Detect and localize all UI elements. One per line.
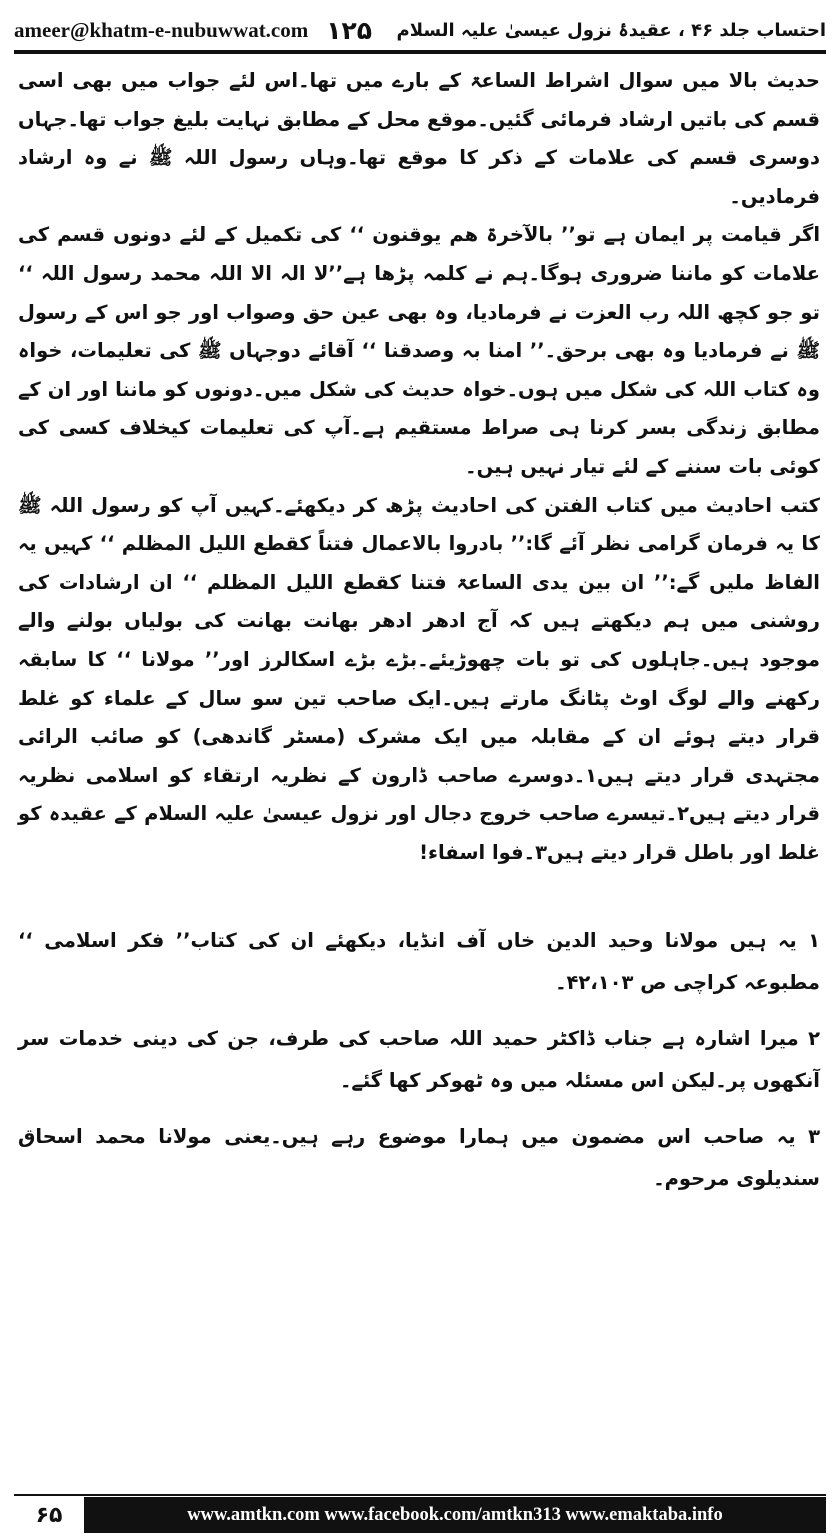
header-book-title: احتساب جلد ۴۶ ، عقیدۂ نزول عیسیٰ علیہ السلام bbox=[396, 19, 826, 41]
footnote-3: ۳ یہ صاحب اس مضمون میں ہمارا موضوع رہے ہیں۔یعنی مولانا محمد اسحاق سندیلوی مرحوم۔ bbox=[18, 1125, 820, 1191]
footnote-1: ۱ یہ ہیں مولانا وحید الدین خاں آف انڈیا، دیکھئے ان کی کتاب’’ فکر اسلامی ‘‘ مطبوعہ کراچی ص ۴۲،۱۰۳۔ bbox=[18, 929, 820, 995]
page-body bbox=[18, 62, 820, 1214]
footer-page-number: ۶۵ bbox=[35, 1502, 63, 1528]
header-left bbox=[14, 16, 372, 45]
section-gap bbox=[18, 872, 820, 910]
footnote-2: ۲ میرا اشارہ ہے جناب ڈاکٹر حمید اللہ صاحب کی طرف، جن کی دینی خدمات سر آنکھوں پر۔لیکن اس مسئلہ میں وہ ٹھوکر کھا گئے۔ bbox=[18, 1027, 820, 1093]
header-page-number: ۱۲۵ bbox=[326, 15, 373, 45]
paragraph-2: اگر قیامت پر ایمان ہے تو’’ بالآخرۃ ھم یوقنون ‘‘ کی تکمیل کے لئے دونوں قسم کی علامات کو ماننا ضروری ہوگا۔ہم نے کلمہ پڑھا ہے’’لا الہ الا اللہ محمد رسول اللہ ‘‘ تو جو کچھ اللہ رب العزت نے فرمادیا، وہ بھی عین حق وصواب اور جو اس کے رسول ﷺ نے فرمادیا وہ بھی برحق۔’’ امنا بہ وصدقنا ‘‘ آقائے دوجہاں ﷺ کی تعلیمات، خواہ وہ کتاب اللہ کی شکل میں ہوں۔خواہ حدیث کی شکل میں۔دونوں کو ماننا اور ان کے مطابق زندگی بسر کرنا ہی صراط مستقیم ہے۔آپ کی تعلیمات کیخلاف کسی کی کوئی بات سننے کے لئے تیار نہیں ہیں۔ bbox=[18, 223, 820, 478]
paragraph-1: حدیث بالا میں سوال اشراط الساعۃ کے بارے میں تھا۔اس لئے جواب میں بھی اسی قسم کی باتیں ارشاد فرمائی گئیں۔موقع محل کے مطابق نہایت بلیغ جواب تھا۔جہاں دوسری قسم کی علامات کے ذکر کا موقع تھا۔وہاں رسول اللہ ﷺ نے وہ ارشاد فرمادیں۔ bbox=[18, 69, 820, 208]
header-email: ameer@khatm-e-nubuwwat.com bbox=[14, 17, 309, 42]
page-footer bbox=[14, 1494, 826, 1534]
page-header bbox=[14, 10, 826, 54]
footnotes bbox=[18, 920, 820, 1200]
footer-links: www.amtkn.com www.facebook.com/amtkn313 www.emaktaba.info bbox=[84, 1497, 826, 1533]
paragraph-3: کتب احادیث میں کتاب الفتن کی احادیث پڑھ کر دیکھئے۔کہیں آپ کو رسول اللہ ﷺ کا یہ فرمان گرامی نظر آئے گا:’’ بادروا بالاعمال فتناً کقطع اللیل المظلم ‘‘ کہیں یہ الفاظ ملیں گے:’’ ان بین یدی الساعۃ فتنا کقطع اللیل المظلم ‘‘ ان ارشادات کی روشنی میں ہم دیکھتے ہیں کہ آج ادھر ادھر بھانت بھانت کی بولیاں بولنے والے موجود ہیں۔جاہلوں کی تو بات چھوڑیئے۔بڑے بڑے اسکالرز اور’’ مولانا ‘‘ کا سابقہ رکھنے والے لوگ اوٹ پٹانگ مارتے ہیں۔ایک صاحب تین سو سال کے علماء کو غلط قرار دیتے ہوئے ان کے مقابلہ میں ایک مشرک (مسٹر گاندھی) کو صائب الرائی مجتہدی قرار دیتے ہیں۱۔دوسرے صاحب ڈارون کے نظریہ ارتقاء کو اسلامی نظریہ قرار دیتے ہیں۲۔تیسرے صاحب خروج دجال اور نزول عیسیٰ علیہ السلام کے عقیدہ کو غلط اور باطل قرار دیتے ہیں۳۔فوا اسفاء! bbox=[18, 493, 820, 864]
